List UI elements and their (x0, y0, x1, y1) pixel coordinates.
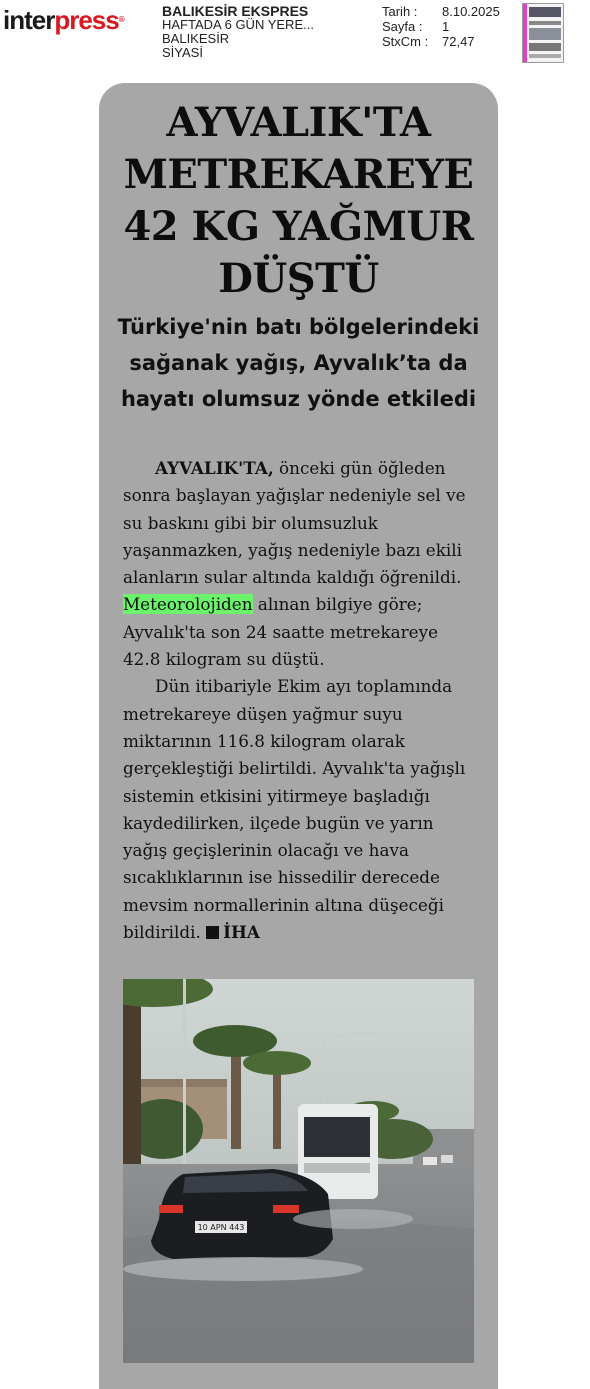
publication-region: BALIKESİR (162, 31, 230, 46)
meta-key: Tarih : (382, 4, 418, 19)
meta-row-date (382, 4, 500, 19)
publication-frequency: HAFTADA 6 GÜN YERE... (162, 17, 314, 32)
thumbnail-stripe (523, 4, 527, 62)
rainy-street-image (123, 979, 474, 1363)
meta-key: StxCm : (382, 34, 429, 49)
meta-value: 8.10.2025 (442, 4, 500, 19)
paragraph-text: alınan bilgiye göre; Ayvalık'ta son 24 saatte metrekareye 42.8 kilogram su düştü. (123, 594, 439, 670)
article-headline: AYVALIK'TA METREKAREYE 42 KG YAĞMUR DÜŞTÜ (123, 99, 474, 302)
article-panel (99, 83, 498, 1389)
clipping-meta (382, 4, 500, 49)
thumbnail-block (529, 7, 561, 17)
paragraph-text: önceki gün öğleden sonra başlayan yağışlar nedeniyle sel ve su baskını gibi bir olumsuzluk yaşanmazken, yağış nedeniyle bazı ekili alanların sular altında kaldığı öğrenildi. (123, 458, 466, 588)
publication-info (162, 4, 314, 60)
logo-press-text: press (54, 5, 119, 35)
license-plate-text: 10 APN 443 (197, 1223, 245, 1232)
interpress-logo (3, 5, 124, 35)
publication-name: BALIKESİR EKSPRES (162, 3, 309, 19)
agency-name: İHA (223, 922, 260, 943)
meta-value: 72,47 (442, 34, 475, 49)
agency-signature (206, 922, 260, 942)
paragraph-2 (123, 673, 479, 946)
meta-row-stxcm (382, 34, 500, 49)
paragraph-text: Dün itibariyle Ekim ayı toplamında metrekareye düşen yağmur suyu miktarının 116.8 kilogram olarak gerçekleştiği belirtildi. Ayvalık'ta yağışlı sistemin etkisini yitirmeye başladığı kaydedilirken, ilçede bugün ve yarın yağış geçişlerinin olacağı ve hava sıcaklıklarının ise hissedilir derecede mevsim normallerinin altına düşeceği bildirildi. (123, 676, 466, 943)
thumbnail-block (529, 54, 561, 58)
article-photo (123, 979, 474, 1363)
article-body (123, 455, 479, 946)
meta-value: 1 (442, 19, 450, 34)
dateline: AYVALIK'TA, (155, 458, 274, 478)
meta-row-page (382, 19, 500, 34)
logo-registered-mark: ® (118, 15, 124, 24)
highlighted-term: Meteorolojiden (123, 594, 253, 615)
page-thumbnail[interactable] (522, 3, 564, 63)
thumbnail-block (529, 28, 561, 40)
paragraph-1 (123, 455, 479, 673)
publication-section: SİYASİ (162, 45, 203, 60)
thumbnail-block (529, 21, 561, 25)
logo-inter-text: inter (3, 5, 55, 35)
article-subheadline: Türkiye'nin batı bölgelerindeki sağanak yağış, Ayvalık’ta da hayatı olumsuz yönde etkiledi (117, 315, 480, 411)
meta-key: Sayfa : (382, 19, 423, 34)
thumbnail-block (529, 43, 561, 51)
square-bullet-icon (206, 926, 219, 939)
